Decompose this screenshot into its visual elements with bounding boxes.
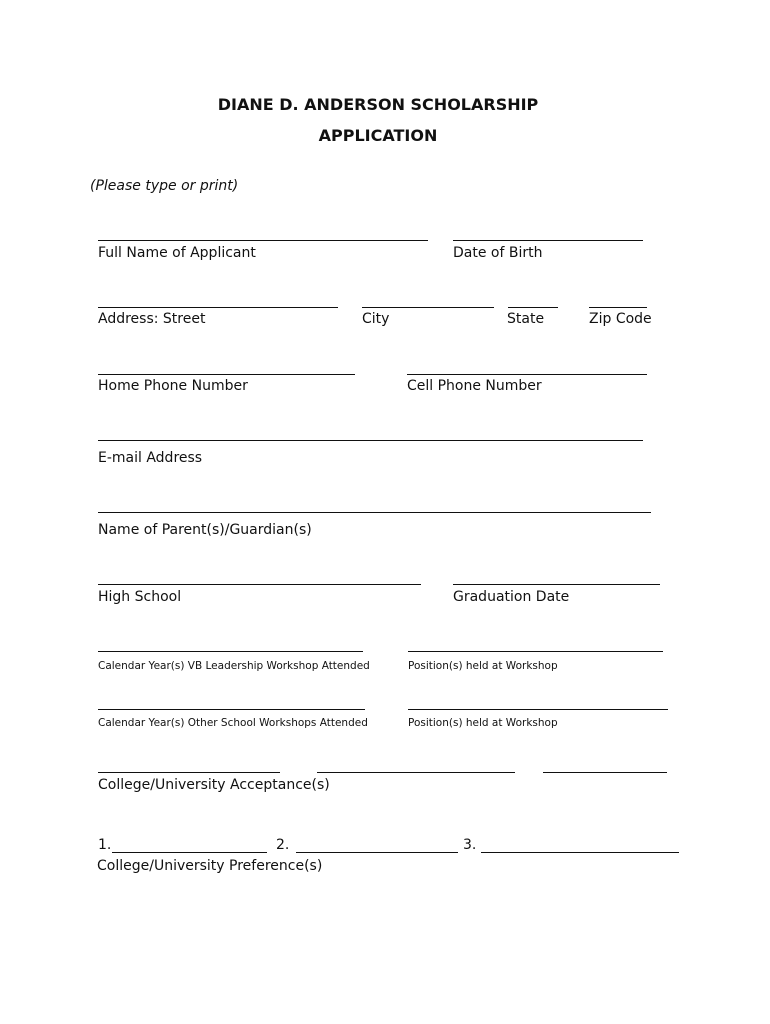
date-of-birth-label: Date of Birth bbox=[453, 245, 543, 261]
vb-workshop-years-label: Calendar Year(s) VB Leadership Workshop Attended bbox=[98, 660, 370, 672]
preference-line-2[interactable] bbox=[296, 852, 458, 853]
zip-line[interactable] bbox=[589, 307, 647, 308]
page-title-line1: DIANE D. ANDERSON SCHOLARSHIP bbox=[217, 95, 539, 114]
college-acceptance-line-2[interactable] bbox=[317, 772, 515, 773]
high-school-label: High School bbox=[98, 589, 182, 605]
vb-workshop-years-line[interactable] bbox=[98, 651, 363, 652]
college-acceptance-line-3[interactable] bbox=[543, 772, 667, 773]
page-title-line2: APPLICATION bbox=[318, 126, 438, 145]
street-line[interactable] bbox=[98, 307, 338, 308]
preference-line-3[interactable] bbox=[481, 852, 679, 853]
city-label: City bbox=[362, 311, 390, 327]
high-school-line[interactable] bbox=[98, 584, 421, 585]
other-workshop-positions-line[interactable] bbox=[408, 709, 668, 710]
full-name-label: Full Name of Applicant bbox=[98, 245, 256, 261]
preference-number-3: 3. bbox=[463, 837, 477, 853]
college-preference-label: College/University Preference(s) bbox=[97, 858, 323, 874]
home-phone-line[interactable] bbox=[98, 374, 355, 375]
other-workshop-positions-label: Position(s) held at Workshop bbox=[408, 717, 558, 729]
parents-label: Name of Parent(s)/Guardian(s) bbox=[98, 522, 312, 538]
cell-phone-line[interactable] bbox=[407, 374, 647, 375]
vb-workshop-positions-label: Position(s) held at Workshop bbox=[408, 660, 558, 672]
graduation-date-line[interactable] bbox=[453, 584, 660, 585]
date-of-birth-line[interactable] bbox=[453, 240, 643, 241]
instructions-text: (Please type or print) bbox=[90, 178, 239, 194]
college-acceptance-label: College/University Acceptance(s) bbox=[98, 777, 330, 793]
street-label: Address: Street bbox=[98, 311, 206, 327]
email-line[interactable] bbox=[98, 440, 643, 441]
home-phone-label: Home Phone Number bbox=[98, 378, 248, 394]
state-label: State bbox=[507, 311, 545, 327]
preference-line-1[interactable] bbox=[112, 852, 267, 853]
other-workshop-years-line[interactable] bbox=[98, 709, 365, 710]
zip-label: Zip Code bbox=[589, 311, 652, 327]
other-workshop-years-label: Calendar Year(s) Other School Workshops Attended bbox=[98, 717, 368, 729]
parents-line[interactable] bbox=[98, 512, 651, 513]
preference-number-2: 2. bbox=[276, 837, 290, 853]
email-label: E-mail Address bbox=[98, 450, 203, 466]
vb-workshop-positions-line[interactable] bbox=[408, 651, 663, 652]
state-line[interactable] bbox=[508, 307, 558, 308]
full-name-line[interactable] bbox=[98, 240, 428, 241]
college-acceptance-line-1[interactable] bbox=[98, 772, 280, 773]
graduation-date-label: Graduation Date bbox=[453, 589, 570, 605]
preference-number-1: 1. bbox=[98, 837, 112, 853]
cell-phone-label: Cell Phone Number bbox=[407, 378, 542, 394]
city-line[interactable] bbox=[362, 307, 494, 308]
